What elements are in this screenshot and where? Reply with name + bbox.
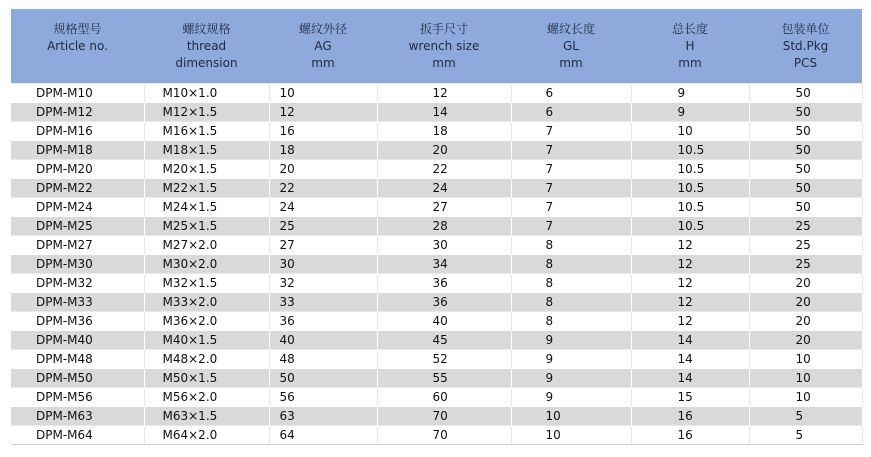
table-cell: 40 [377,312,511,331]
table-row [11,255,862,274]
table-cell: M12×1.5 [144,103,269,122]
column-header-unit: PCS [793,55,818,70]
column-header-en: Article no. [47,38,108,53]
table-row [11,84,862,103]
column-header-zh: 螺纹外径 [298,21,347,36]
table-cell: 25 [269,217,377,236]
column-header-en: wrench size [408,38,480,53]
table-body [11,84,862,445]
table-cell: 50 [749,160,862,179]
table-cell: 60 [377,388,511,407]
table-cell: 70 [377,426,511,445]
table-cell: 10.5 [631,141,749,160]
column-header-en: Std.Pkg [782,38,829,53]
table-cell: 48 [269,350,377,369]
table-cell: M63×1.5 [144,407,269,426]
table-row [11,331,862,350]
table-cell: DPM-M32 [11,274,144,293]
table-cell: 10.5 [631,179,749,198]
table-cell: DPM-M64 [11,426,144,445]
table-cell: 8 [511,312,631,331]
table-row [11,388,862,407]
table-cell: M22×1.5 [144,179,269,198]
table-cell: 5 [749,407,862,426]
column-header-6 [749,9,862,84]
table-cell: 5 [749,426,862,445]
table-cell: 25 [749,255,862,274]
table-cell: 36 [377,274,511,293]
table-cell: M48×2.0 [144,350,269,369]
column-header-zh: 总长度 [671,21,708,36]
table-cell: 36 [269,312,377,331]
table-cell: DPM-M16 [11,122,144,141]
table-cell: DPM-M48 [11,350,144,369]
table-cell: M50×1.5 [144,369,269,388]
table-cell: DPM-M36 [11,312,144,331]
table-cell: M25×1.5 [144,217,269,236]
table-cell: 12 [631,255,749,274]
table-cell: 10 [511,426,631,445]
table-cell: 7 [511,160,631,179]
table-cell: 10.5 [631,217,749,236]
table-cell: 64 [269,426,377,445]
column-header-zh: 螺纹规格 [182,21,231,36]
table-cell: 18 [377,122,511,141]
table-cell: 36 [377,293,511,312]
table-cell: 50 [749,198,862,217]
table-row [11,179,862,198]
table-cell: 12 [631,312,749,331]
table-cell: DPM-M30 [11,255,144,274]
table-cell: M18×1.5 [144,141,269,160]
table-cell: 50 [749,122,862,141]
table-cell: 25 [749,236,862,255]
table-cell: M32×1.5 [144,274,269,293]
column-header-2 [269,9,377,84]
table-cell: 63 [269,407,377,426]
column-header-zh: 扳手尺寸 [419,21,468,36]
table-cell: 30 [269,255,377,274]
table-row [11,407,862,426]
table-cell: 20 [269,160,377,179]
spec-table-container [11,9,862,445]
table-cell: DPM-M50 [11,369,144,388]
spec-table [11,9,863,445]
table-cell: 10.5 [631,198,749,217]
table-cell: 22 [377,160,511,179]
column-header-1 [144,9,269,84]
table-cell: 50 [749,141,862,160]
table-cell: 20 [749,293,862,312]
table-cell: 50 [749,84,862,103]
table-cell: 16 [631,426,749,445]
table-cell: DPM-M25 [11,217,144,236]
column-header-0 [11,9,144,84]
table-cell: 20 [377,141,511,160]
table-cell: 30 [377,236,511,255]
table-cell: 12 [631,274,749,293]
table-cell: 14 [377,103,511,122]
table-cell: 9 [631,103,749,122]
table-cell: 10 [631,122,749,141]
table-cell: 7 [511,198,631,217]
column-header-unit: mm [311,55,335,70]
column-header-zh: 包装单位 [781,21,830,36]
column-header-5 [631,9,749,84]
table-cell: 50 [749,103,862,122]
column-header-en: GL [563,38,579,53]
table-cell: 32 [269,274,377,293]
table-cell: M36×2.0 [144,312,269,331]
table-row [11,312,862,331]
table-cell: 9 [511,369,631,388]
table-cell: M24×1.5 [144,198,269,217]
table-cell: 28 [377,217,511,236]
table-cell: DPM-M10 [11,84,144,103]
table-cell: M10×1.0 [144,84,269,103]
table-cell: 70 [377,407,511,426]
column-header-unit: mm [432,55,456,70]
table-cell: 8 [511,274,631,293]
table-cell: 8 [511,293,631,312]
table-cell: M64×2.0 [144,426,269,445]
table-cell: 10.5 [631,160,749,179]
table-cell: 27 [377,198,511,217]
table-cell: 10 [749,388,862,407]
table-row [11,350,862,369]
column-header-zh: 螺纹长度 [546,21,595,36]
table-row [11,160,862,179]
table-row [11,198,862,217]
table-cell: DPM-M40 [11,331,144,350]
table-cell: 16 [631,407,749,426]
table-cell: DPM-M24 [11,198,144,217]
table-cell: 50 [269,369,377,388]
table-cell: 24 [269,198,377,217]
table-cell: 10 [749,350,862,369]
table-cell: 9 [511,350,631,369]
table-row [11,236,862,255]
table-cell: 20 [749,312,862,331]
table-cell: 8 [511,255,631,274]
table-cell: 24 [377,179,511,198]
table-cell: 6 [511,103,631,122]
table-cell: 10 [511,407,631,426]
table-row [11,217,862,236]
table-cell: 9 [631,84,749,103]
table-cell: 20 [749,274,862,293]
table-cell: 7 [511,141,631,160]
table-cell: 15 [631,388,749,407]
column-header-en: thread [186,38,227,53]
table-cell: 25 [749,217,862,236]
table-cell: M33×2.0 [144,293,269,312]
table-cell: DPM-M22 [11,179,144,198]
table-cell: 12 [631,236,749,255]
table-cell: DPM-M20 [11,160,144,179]
table-cell: DPM-M33 [11,293,144,312]
table-cell: DPM-M27 [11,236,144,255]
table-cell: 12 [631,293,749,312]
table-cell: 16 [269,122,377,141]
table-cell: 56 [269,388,377,407]
table-cell: M30×2.0 [144,255,269,274]
table-cell: 50 [749,179,862,198]
table-cell: M27×2.0 [144,236,269,255]
table-cell: 7 [511,217,631,236]
column-header-unit: mm [678,55,702,70]
table-cell: DPM-M12 [11,103,144,122]
column-header-unit: mm [559,55,583,70]
table-cell: 33 [269,293,377,312]
table-cell: M56×2.0 [144,388,269,407]
column-header-unit: dimension [175,55,238,70]
table-row [11,274,862,293]
table-cell: 20 [749,331,862,350]
column-header-en: AG [314,38,332,53]
table-row [11,426,862,445]
table-cell: 40 [269,331,377,350]
table-cell: 45 [377,331,511,350]
table-cell: 52 [377,350,511,369]
column-header-zh: 规格型号 [53,21,102,36]
table-row [11,141,862,160]
table-row [11,103,862,122]
table-cell: 7 [511,122,631,141]
table-cell: 7 [511,179,631,198]
table-cell: 14 [631,331,749,350]
table-row [11,122,862,141]
table-cell: 10 [269,84,377,103]
table-cell: 14 [631,350,749,369]
table-cell: M16×1.5 [144,122,269,141]
table-row [11,369,862,388]
table-cell: 55 [377,369,511,388]
table-cell: 10 [749,369,862,388]
table-cell: 18 [269,141,377,160]
table-cell: M20×1.5 [144,160,269,179]
table-cell: DPM-M63 [11,407,144,426]
table-cell: DPM-M18 [11,141,144,160]
table-cell: 6 [511,84,631,103]
column-header-en: H [685,38,695,53]
table-cell: M40×1.5 [144,331,269,350]
column-header-4 [511,9,631,84]
table-cell: 34 [377,255,511,274]
column-header-unit [11,55,144,72]
table-cell: 14 [631,369,749,388]
table-cell: 12 [269,103,377,122]
table-cell: 27 [269,236,377,255]
table-cell: 9 [511,388,631,407]
column-header-3 [377,9,511,84]
table-cell: 9 [511,331,631,350]
table-row [11,293,862,312]
table-cell: DPM-M56 [11,388,144,407]
table-cell: 8 [511,236,631,255]
table-header-row [11,9,862,84]
table-cell: 12 [377,84,511,103]
table-cell: 22 [269,179,377,198]
